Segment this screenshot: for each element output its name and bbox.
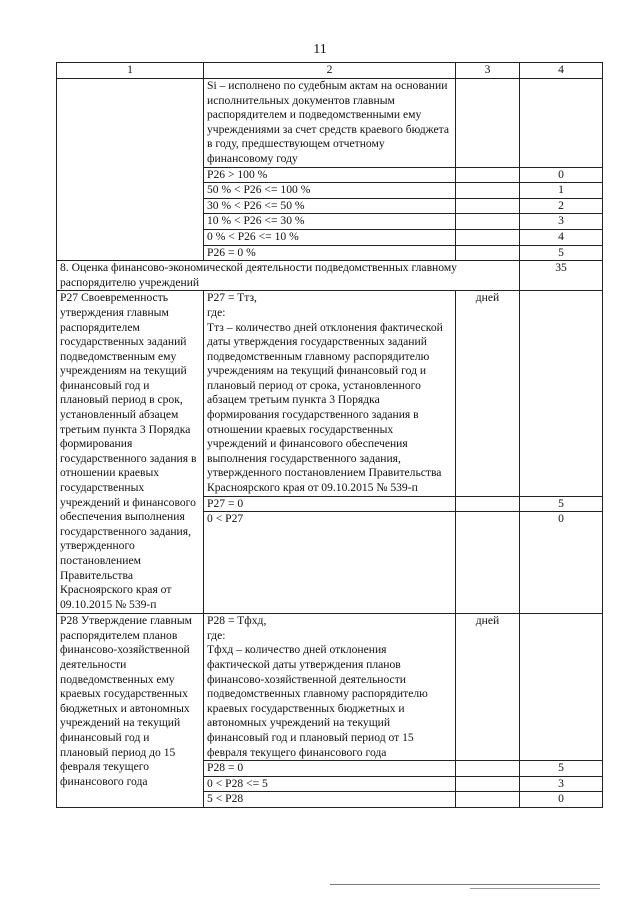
footer-divider bbox=[470, 888, 600, 889]
score-cell: 2 bbox=[520, 198, 603, 214]
condition-cell: P26 > 100 % bbox=[204, 167, 456, 183]
p27-where: где: bbox=[207, 305, 226, 319]
condition-cell: 0 % < P26 <= 10 % bbox=[204, 229, 456, 245]
condition-cell: 30 % < P26 <= 50 % bbox=[204, 198, 456, 214]
condition-cell: 50 % < P26 <= 100 % bbox=[204, 183, 456, 199]
header-col-3: 3 bbox=[456, 63, 520, 79]
p28-where: где: bbox=[207, 628, 226, 642]
condition-cell: P28 = 0 bbox=[204, 761, 456, 777]
section8-title: 8. Оценка финансово-экономической деятельности подведомственных главному распорядителю учреждений bbox=[57, 261, 520, 291]
p28-formula: P28 = Tфхд, bbox=[207, 614, 267, 628]
header-col-2: 2 bbox=[204, 63, 456, 79]
score-cell: 3 bbox=[520, 776, 603, 792]
p27-unit: дней bbox=[456, 291, 520, 496]
condition-cell: P26 = 0 % bbox=[204, 245, 456, 261]
p28-description: Tфхд – количество дней отклонения фактической даты утверждения планов финансово-хозяйственной деятельности подведомственных главному распорядителю краевых государственных бюджетных и автономных учреждений на текущий финансовый год и плановый период от 15 февраля текущего финансового года bbox=[207, 643, 428, 759]
p27-name: P27 Своевременность утверждения главным распорядителем государственных заданий подведомственным ему учреждениям на текущий финансовый год и плановый период в срок, установленный абзацем третьим пункта 3 Порядка формирования государственного задания в отношении краевых государственных учреждений и финансового обеспечения выполнения государственного задания, утвержденного постановлением Правительства Красноярского края от 09.10.2015 № 539-п bbox=[57, 291, 204, 614]
score-cell: 3 bbox=[520, 214, 603, 230]
score-cell: 1 bbox=[520, 183, 603, 199]
condition-cell: P27 = 0 bbox=[204, 496, 456, 512]
p27-description: Tтз – количество дней отклонения фактической даты утверждения государственных заданий подведомственным главному распорядителю учреждениям на текущий финансовый год и плановый период от срока, установленного абзацем третьим пункта 3 Порядка формирования государственного задания в отношении краевых государственных учреждений и финансового обеспечения выполнения государственного задания, утвержденного постановлением Правительства Красноярского края от 09.10.2015 № 539-п bbox=[207, 320, 443, 495]
criteria-table bbox=[56, 62, 603, 808]
condition-cell: 10 % < P26 <= 30 % bbox=[204, 214, 456, 230]
score-cell: 5 bbox=[520, 245, 603, 261]
p28-unit: дней bbox=[456, 614, 520, 761]
condition-cell: 0 < P27 bbox=[204, 512, 456, 614]
section8-score: 35 bbox=[520, 261, 603, 291]
table-header-row bbox=[57, 63, 603, 79]
page-number: 11 bbox=[313, 42, 327, 57]
p27-formula-cell bbox=[204, 291, 456, 496]
footer-divider bbox=[330, 884, 600, 885]
p27-formula: P27 = Tтз, bbox=[207, 291, 257, 305]
score-cell: 0 bbox=[520, 167, 603, 183]
si-definition: Si – исполнено по судебным актам на основании исполнительных документов главным распорядителем и подведомственными ему учреждениями за счет средств краевого бюджета в году, предшествующем отчетному финансовому году bbox=[204, 79, 456, 168]
table-row bbox=[57, 79, 603, 168]
score-cell: 0 bbox=[520, 792, 603, 808]
table-row bbox=[57, 614, 603, 761]
header-col-4: 4 bbox=[520, 63, 603, 79]
header-col-1: 1 bbox=[57, 63, 204, 79]
condition-cell: 5 < P28 bbox=[204, 792, 456, 808]
p28-name: P28 Утверждение главным распорядителем планов финансово-хозяйственной деятельности подведомственных ему краевых государственных бюджетных и автономных учреждений на текущий финансовый год и плановый период до 15 февраля текущего финансового года bbox=[57, 614, 204, 808]
score-cell: 4 bbox=[520, 229, 603, 245]
score-cell: 5 bbox=[520, 496, 603, 512]
score-cell: 5 bbox=[520, 761, 603, 777]
score-cell: 0 bbox=[520, 512, 603, 614]
p28-formula-cell bbox=[204, 614, 456, 761]
section7-name-cell bbox=[57, 79, 204, 261]
section-heading-row bbox=[57, 261, 603, 291]
table-row bbox=[57, 291, 603, 496]
condition-cell: 0 < P28 <= 5 bbox=[204, 776, 456, 792]
